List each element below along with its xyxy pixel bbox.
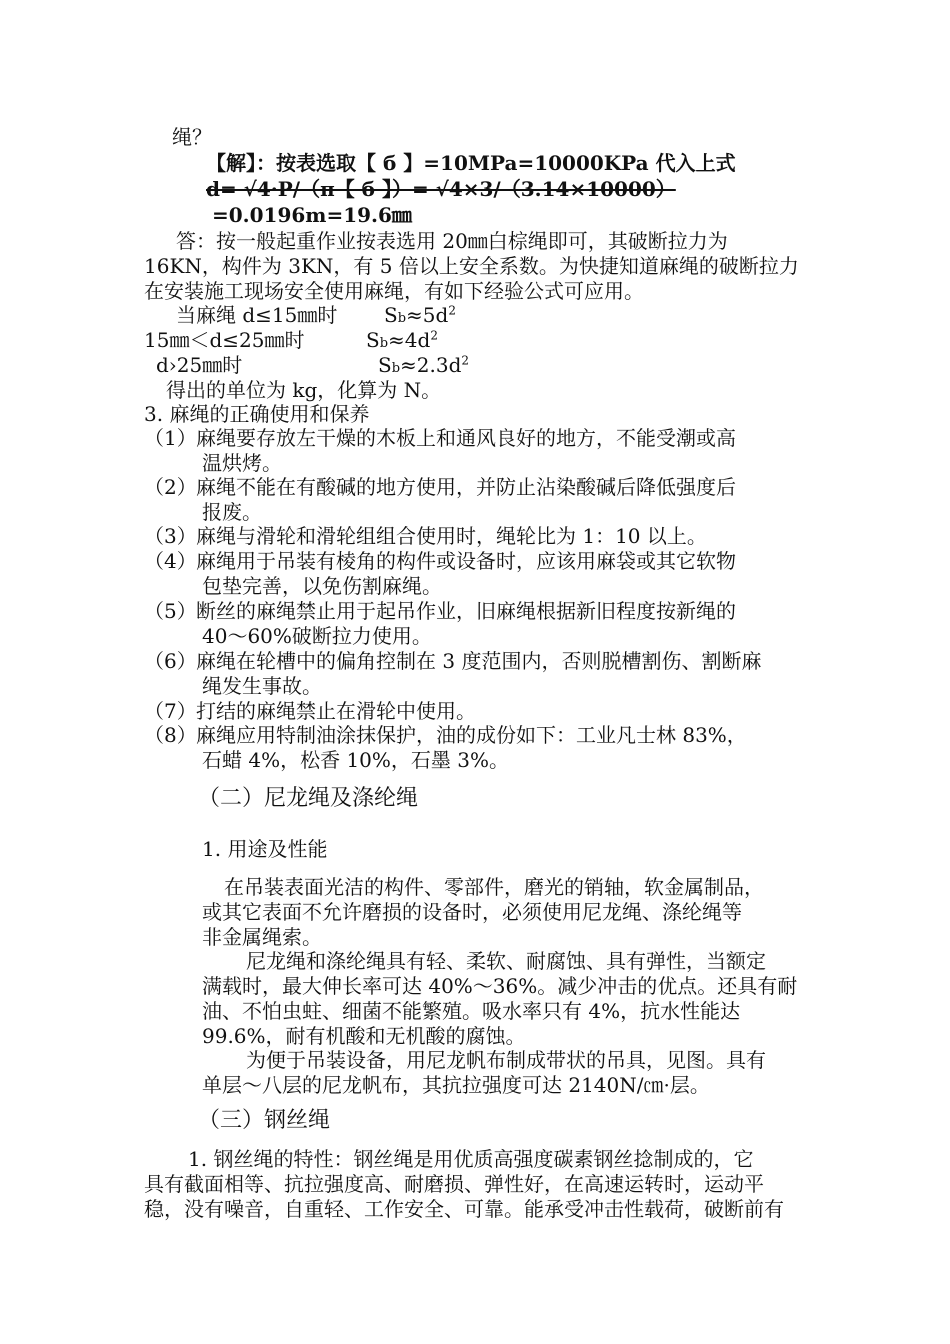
paragraph-line: 非金属绳索。 bbox=[202, 925, 322, 949]
paragraph-line: 稳，没有噪音，自重轻、工作安全、可靠。能承受冲击性载荷，破断前有 bbox=[144, 1197, 784, 1221]
list-item: （8）麻绳应用特制油涂抹保护，油的成份如下：工业凡士林 83%， bbox=[144, 723, 747, 747]
item-number: （4） bbox=[144, 549, 197, 573]
list-item-continuation: 40～60%破断拉力使用。 bbox=[202, 624, 432, 648]
paragraph-line: 或其它表面不允许磨损的设备时，必须使用尼龙绳、涤纶绳等 bbox=[202, 900, 742, 924]
unit-note: 得出的单位为 kg，化算为 N。 bbox=[166, 378, 442, 402]
list-item: （4）麻绳用于吊装有棱角的构件或设备时，应该用麻袋或其它软物 bbox=[144, 549, 736, 573]
item-number: （3） bbox=[144, 524, 197, 548]
paragraph-line: 油、不怕虫蛀、细菌不能繁殖。吸水率只有 4%，抗水性能达 bbox=[202, 999, 741, 1023]
list-item-continuation: 温烘烤。 bbox=[202, 451, 282, 475]
item-number: （5） bbox=[144, 599, 197, 623]
item-number: （1） bbox=[144, 426, 197, 450]
answer-line: 答：按一般起重作业按表选用 20㎜白棕绳即可，其破断拉力为 bbox=[176, 229, 728, 253]
formula-condition: 当麻绳 d≤15㎜时 bbox=[176, 303, 338, 327]
paragraph-line: 99.6%，耐有机酸和无机酸的腐蚀。 bbox=[202, 1024, 526, 1048]
list-item-continuation: 报废。 bbox=[202, 500, 262, 524]
formula-condition: d›25㎜时 bbox=[156, 353, 243, 377]
item-number: （7） bbox=[144, 699, 197, 723]
list-item: （6）麻绳在轮槽中的偏角控制在 3 度范围内，否则脱槽割伤、割断麻 bbox=[144, 649, 762, 673]
sub-heading: 1. 用途及性能 bbox=[202, 837, 328, 861]
formula-condition: 15㎜＜d≤25㎜时 bbox=[144, 328, 305, 352]
list-item: （2）麻绳不能在有酸碱的地方使用，并防止沾染酸碱后降低强度后 bbox=[144, 475, 736, 499]
formula-result: =0.0196m=19.6㎜ bbox=[212, 203, 412, 227]
formula-strikethrough: d= √4·P/（π【 б 】）= √4×3/（3.14×10000） bbox=[206, 177, 676, 201]
paragraph-line: 为便于吊装设备，用尼龙帆布制成带状的吊具，见图。具有 bbox=[246, 1048, 766, 1072]
item-number: （8） bbox=[144, 723, 197, 747]
paragraph-line: 满载时，最大伸长率可达 40%～36%。减少冲击的优点。还具有耐 bbox=[202, 974, 798, 998]
paragraph-line: 具有截面相等、抗拉强度高、耐磨损、弹性好，在高速运转时，运动平 bbox=[144, 1172, 764, 1196]
list-item-continuation: 包垫完善，以免伤割麻绳。 bbox=[202, 574, 442, 598]
formula-expression: $Sb\approx 5d^2$ bbox=[384, 303, 456, 327]
paragraph-line: 单层～八层的尼龙帆布，其抗拉强度可达 2140N/㎝·层。 bbox=[202, 1073, 710, 1097]
section-title: 3. 麻绳的正确使用和保养 bbox=[144, 402, 370, 426]
solution-line: 【解】：按表选取【 б 】=10MPa=10000KPa 代入上式 bbox=[206, 151, 736, 175]
answer-line: 在安装施工现场安全使用麻绳，有如下经验公式可应用。 bbox=[144, 279, 644, 303]
list-item: （7）打结的麻绳禁止在滑轮中使用。 bbox=[144, 699, 476, 723]
list-item-continuation: 石蜡 4%，松香 10%，石墨 3%。 bbox=[202, 748, 509, 772]
list-item: （3）麻绳与滑轮和滑轮组组合使用时，绳轮比为 1：10 以上。 bbox=[144, 524, 707, 548]
formula-expression: $Sb\approx 2.3d^2$ bbox=[378, 353, 470, 377]
item-number: （2） bbox=[144, 475, 197, 499]
answer-line: 16KN，构件为 3KN，有 5 倍以上安全系数。为快捷知道麻绳的破断拉力 bbox=[144, 254, 799, 278]
paragraph-line: 尼龙绳和涤纶绳具有轻、柔软、耐腐蚀、具有弹性，当额定 bbox=[246, 949, 766, 973]
formula-expression: $Sb\approx 4d^2$ bbox=[366, 328, 438, 352]
section-heading: （二）尼龙绳及涤纶绳 bbox=[198, 786, 419, 811]
list-item: （5）断丝的麻绳禁止用于起吊作业，旧麻绳根据新旧程度按新绳的 bbox=[144, 599, 736, 623]
list-item: （1）麻绳要存放左干燥的木板上和通风良好的地方，不能受潮或高 bbox=[144, 426, 736, 450]
section-heading: （三）钢丝绳 bbox=[198, 1108, 331, 1133]
paragraph-line: 在吊装表面光洁的构件、零部件，磨光的销轴，软金属制品， bbox=[224, 875, 764, 899]
item-number: （6） bbox=[144, 649, 197, 673]
list-item-continuation: 绳发生事故。 bbox=[202, 674, 322, 698]
paragraph-line: 1. 钢丝绳的特性：钢丝绳是用优质高强度碳素钢丝捻制成的，它 bbox=[188, 1147, 754, 1171]
text-line: 绳？ bbox=[172, 125, 212, 149]
